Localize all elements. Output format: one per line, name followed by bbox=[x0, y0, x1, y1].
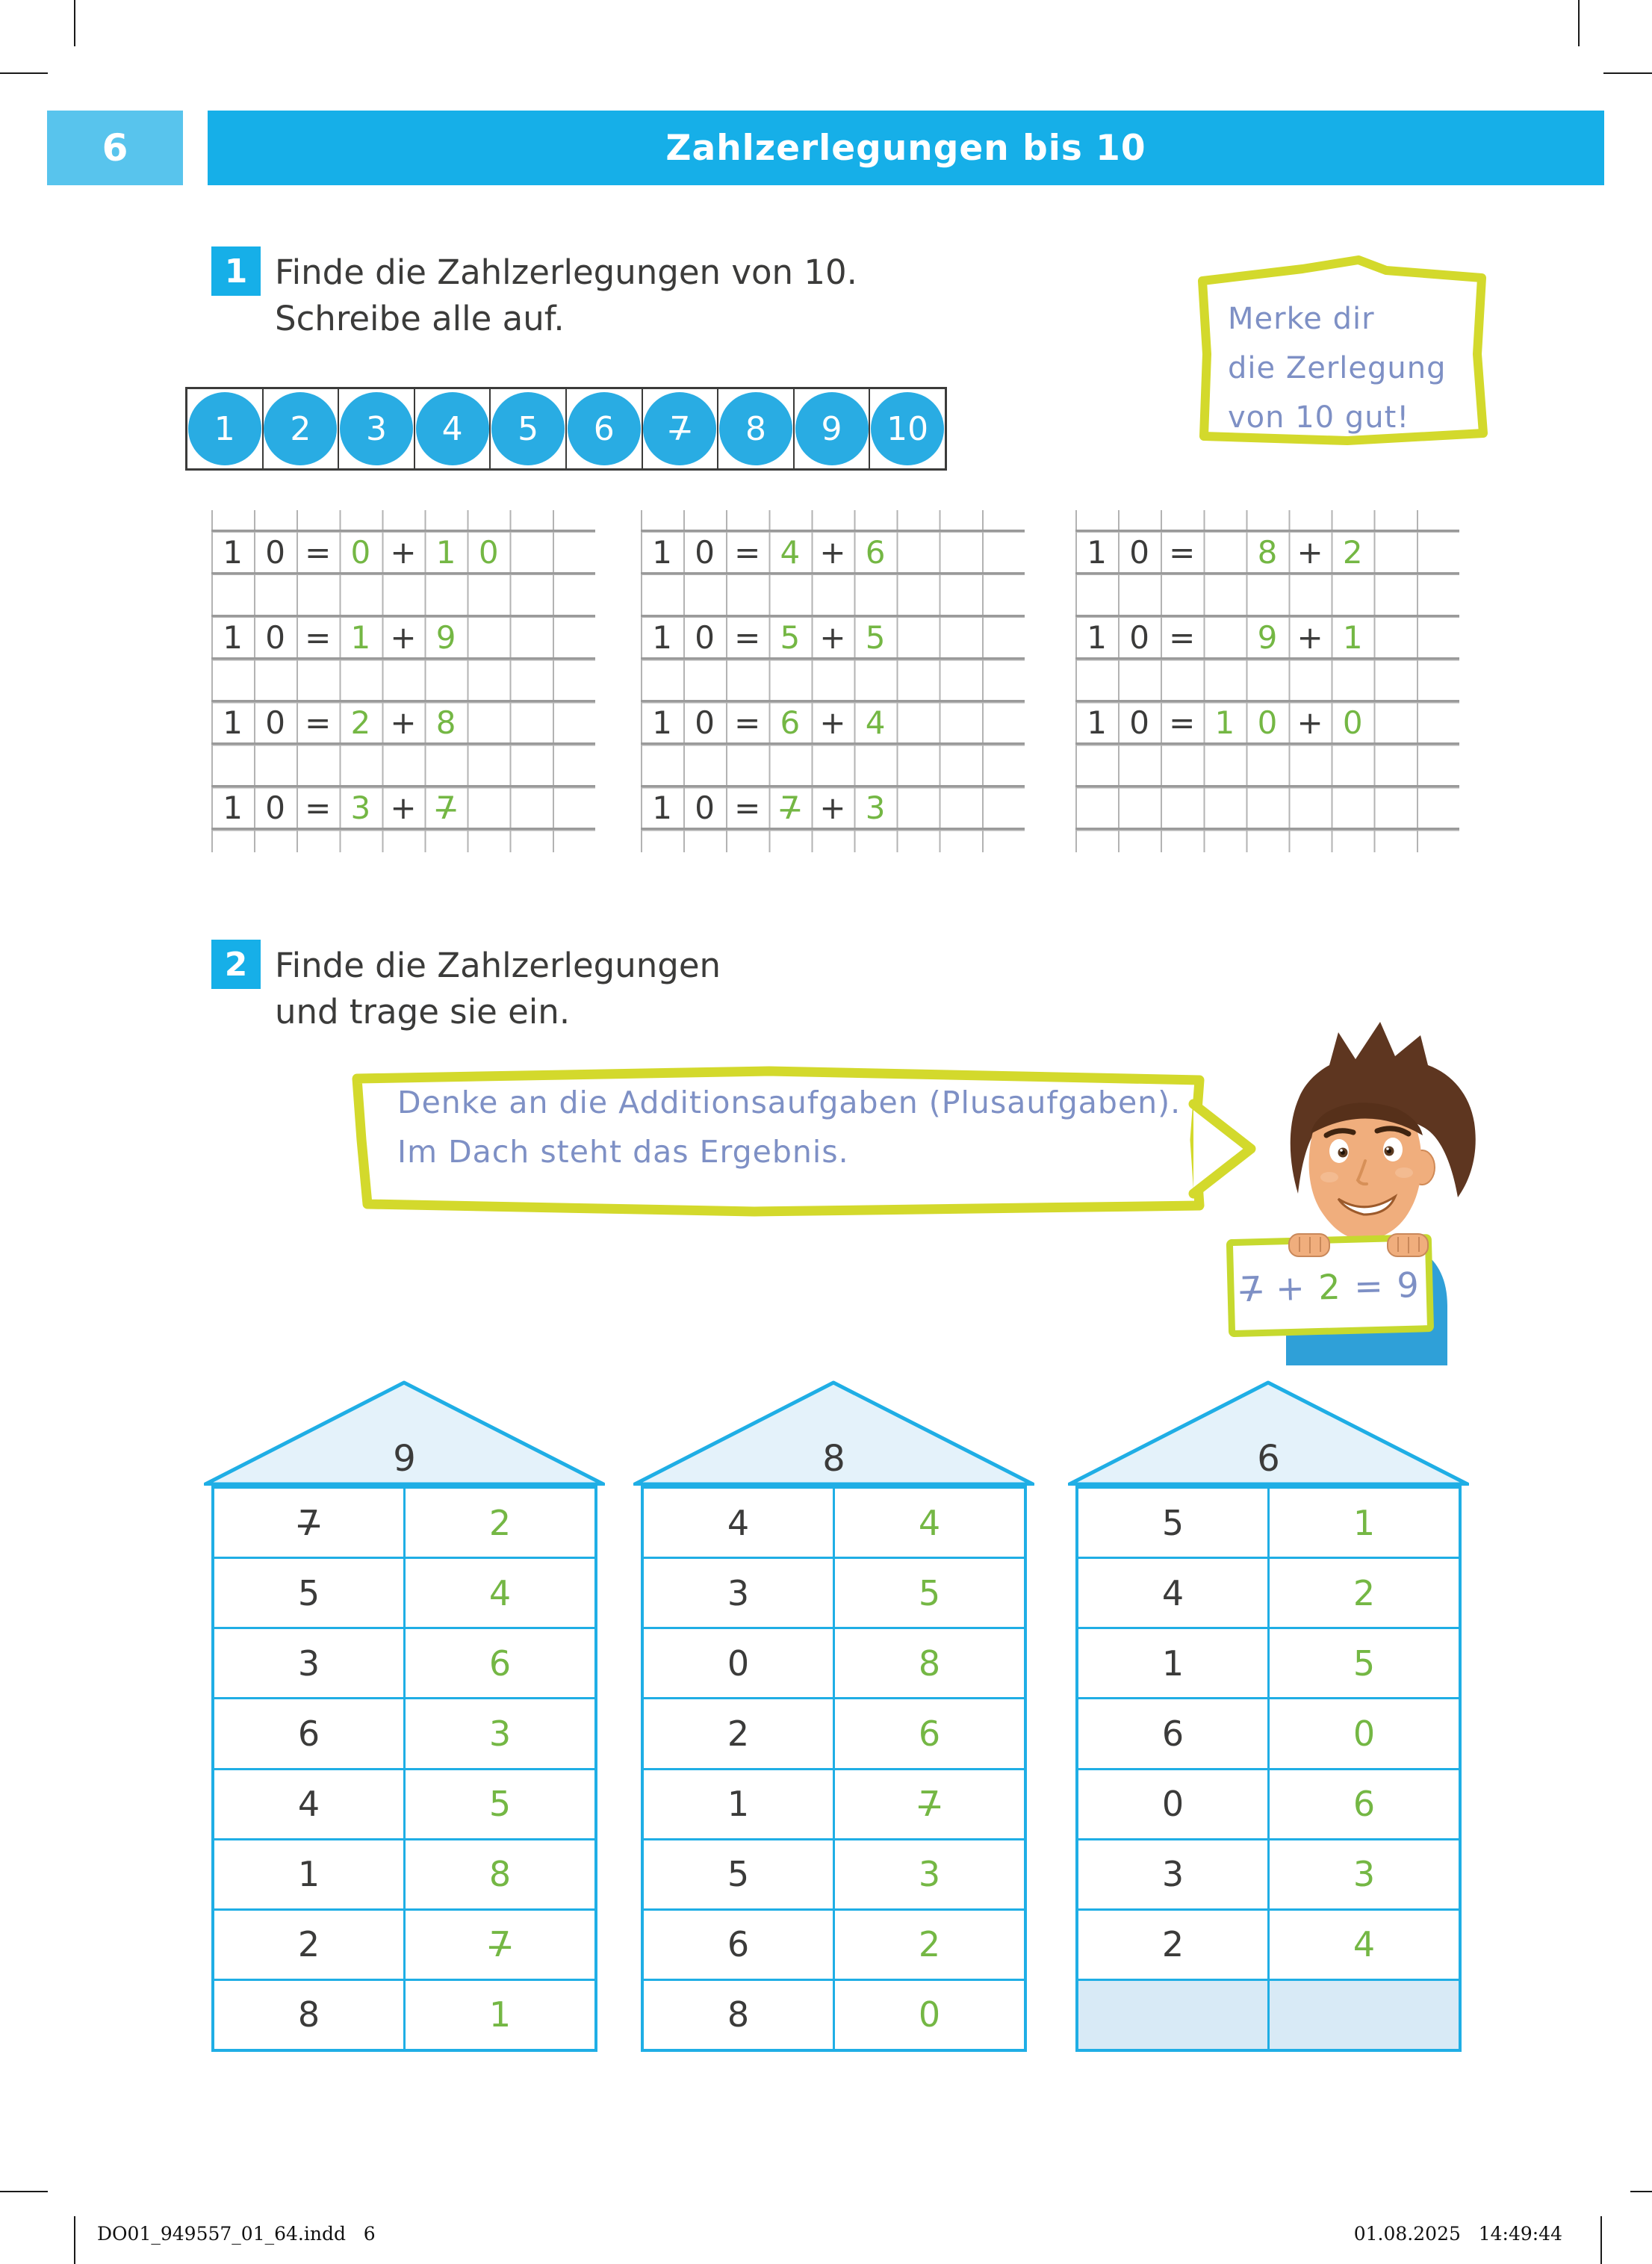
equation-cell bbox=[897, 531, 940, 574]
card-equation: 7̶ + 2 = 9 bbox=[1239, 1264, 1421, 1310]
house-cell-left: 2 bbox=[297, 1924, 320, 1965]
equation-cell bbox=[510, 701, 553, 744]
equation-cell bbox=[1075, 787, 1118, 829]
house-cell-right: 5 bbox=[833, 1559, 1024, 1627]
equation-cell: 7̶ bbox=[780, 790, 801, 826]
house-cell-left: 4 bbox=[727, 1502, 750, 1543]
house-row bbox=[644, 1627, 1024, 1697]
equation-cell bbox=[1374, 616, 1417, 659]
equation-cell bbox=[1374, 531, 1417, 574]
house-row bbox=[644, 1697, 1024, 1767]
boy-illustration bbox=[1217, 1014, 1516, 1365]
equation-block bbox=[641, 510, 1025, 852]
equation-row bbox=[641, 787, 1025, 829]
equation-row bbox=[1075, 787, 1459, 829]
crop-mark bbox=[1603, 72, 1652, 74]
house-row bbox=[1078, 1489, 1459, 1557]
equation-cell bbox=[1374, 787, 1417, 829]
equation-cell bbox=[982, 616, 1025, 659]
hint-line2: die Zerlegung bbox=[1228, 351, 1447, 385]
equation-cell bbox=[468, 616, 510, 659]
equation-cell: + bbox=[1297, 534, 1323, 571]
house-cell-left: 8 bbox=[727, 1994, 750, 2035]
bubble-line2: Im Dach steht das Ergebnis. bbox=[397, 1134, 849, 1170]
house-cell-left: 4 bbox=[297, 1784, 320, 1825]
equation-cell: 0 bbox=[695, 619, 715, 656]
equation-cell bbox=[982, 701, 1025, 744]
house bbox=[211, 1380, 597, 2052]
house-cell-right: 5 bbox=[1267, 1629, 1459, 1697]
equation-cell: 3 bbox=[865, 790, 886, 826]
equation-cell: = bbox=[734, 619, 761, 656]
house-cell-left: 0 bbox=[727, 1643, 750, 1684]
page-title: Zahlzerlegungen bis 10 bbox=[665, 127, 1146, 169]
equation-cell: 0 bbox=[265, 704, 286, 741]
equation-cell: + bbox=[390, 534, 417, 571]
boy-drawing bbox=[1217, 1014, 1516, 1365]
equation-cell bbox=[1203, 787, 1246, 829]
equation-cell: = bbox=[1169, 704, 1196, 741]
task2-line2: und trage sie ein. bbox=[275, 992, 571, 1032]
equation-cell: = bbox=[1169, 534, 1196, 571]
house-cell-left bbox=[1078, 1981, 1267, 2049]
crop-mark bbox=[0, 2191, 48, 2192]
house-table bbox=[641, 1486, 1027, 2052]
equation-cell: 4 bbox=[865, 704, 886, 741]
house-row bbox=[214, 1908, 594, 1979]
house-row bbox=[644, 1557, 1024, 1627]
equation-cell bbox=[468, 701, 510, 744]
equation-cell bbox=[510, 616, 553, 659]
speech-bubble bbox=[351, 1052, 1270, 1224]
equation-cell: 0 bbox=[695, 790, 715, 826]
house-cell-left: 4 bbox=[1161, 1572, 1184, 1613]
equation-cell: 0 bbox=[1129, 619, 1150, 656]
equation-cell: + bbox=[390, 619, 417, 656]
house-cell-left: 5 bbox=[727, 1854, 750, 1895]
house-cell-left: 1 bbox=[1161, 1643, 1184, 1684]
equation-row bbox=[641, 701, 1025, 744]
number-circle: 2 bbox=[264, 392, 337, 465]
number-band-cell bbox=[187, 389, 262, 468]
equation-row bbox=[1075, 616, 1459, 659]
task1-number: 1 bbox=[224, 252, 248, 291]
house-row bbox=[214, 1557, 594, 1627]
equation-cell bbox=[553, 616, 595, 659]
equation-cell bbox=[510, 531, 553, 574]
equation-cell bbox=[897, 616, 940, 659]
equation-cell bbox=[897, 787, 940, 829]
number-band-cell bbox=[642, 389, 718, 468]
header-bar bbox=[208, 111, 1604, 185]
house-cell-right: 6 bbox=[1267, 1770, 1459, 1838]
task2-number: 2 bbox=[224, 945, 248, 984]
house-cell-right: 7̶ bbox=[833, 1770, 1024, 1838]
crop-mark bbox=[1600, 2216, 1602, 2264]
equation-cell: = bbox=[734, 790, 761, 826]
equation-row bbox=[211, 787, 595, 829]
equation-cell: 1 bbox=[350, 619, 371, 656]
house-row bbox=[1078, 1557, 1459, 1627]
equation-cell bbox=[1289, 787, 1332, 829]
number-circle: 10 bbox=[871, 392, 944, 465]
house-cell-left: 5 bbox=[1161, 1502, 1184, 1543]
house-cell-right: 2 bbox=[1267, 1559, 1459, 1627]
house-cell-right: 4 bbox=[1267, 1911, 1459, 1979]
house-cell-right: 6 bbox=[403, 1629, 594, 1697]
house-row bbox=[1078, 1768, 1459, 1838]
house-row bbox=[644, 1489, 1024, 1557]
equation-cell: 2 bbox=[1342, 534, 1363, 571]
equation-cell bbox=[940, 616, 982, 659]
house bbox=[641, 1380, 1027, 2052]
house-cell-left: 2 bbox=[727, 1713, 750, 1754]
equation-block bbox=[1075, 510, 1459, 852]
task2-text bbox=[275, 943, 721, 1035]
equation-cell: + bbox=[390, 790, 417, 826]
equation-cell: 1 bbox=[435, 534, 456, 571]
number-band-cell bbox=[869, 389, 945, 468]
equation-cell: 8 bbox=[435, 704, 456, 741]
equation-row bbox=[211, 616, 595, 659]
number-circle: 5 bbox=[491, 392, 565, 465]
number-band-cell bbox=[565, 389, 642, 468]
number-circle: 7̶ bbox=[643, 392, 716, 465]
number-circle: 9 bbox=[795, 392, 869, 465]
crop-mark bbox=[1630, 2191, 1652, 2192]
equation-cell: 9 bbox=[435, 619, 456, 656]
equation-cell: 1 bbox=[223, 790, 243, 826]
equation-cell bbox=[940, 531, 982, 574]
footer-timestamp: 01.08.2025 14:49:44 bbox=[1353, 2223, 1562, 2245]
equation-cell bbox=[1417, 616, 1459, 659]
equation-cell: 0 bbox=[1129, 534, 1150, 571]
hint-box bbox=[1190, 255, 1492, 454]
house-row bbox=[1078, 1979, 1459, 2049]
equation-cell bbox=[1118, 787, 1161, 829]
equation-cell: 1 bbox=[1087, 619, 1107, 656]
equation-cell: = bbox=[734, 534, 761, 571]
equation-cell bbox=[982, 787, 1025, 829]
equation-cell: 0 bbox=[1129, 704, 1150, 741]
task2-line1: Finde die Zahlzerlegungen bbox=[275, 946, 721, 985]
house-cell-right: 3 bbox=[403, 1699, 594, 1767]
equation-cell: = bbox=[305, 704, 332, 741]
task1-line2: Schreibe alle auf. bbox=[275, 299, 565, 338]
task1-text bbox=[275, 249, 857, 342]
equation-cell bbox=[1374, 701, 1417, 744]
crop-mark bbox=[74, 0, 75, 46]
equation-cell bbox=[1203, 531, 1246, 574]
house-cell-left: 8 bbox=[297, 1994, 320, 2035]
equation-cell bbox=[940, 701, 982, 744]
number-band-cell bbox=[262, 389, 338, 468]
equation-block bbox=[211, 510, 595, 852]
equation-cell: 6 bbox=[865, 534, 886, 571]
number-band-cell bbox=[414, 389, 490, 468]
house-row bbox=[644, 1768, 1024, 1838]
house-cell-right: 1 bbox=[1267, 1489, 1459, 1557]
house-row bbox=[1078, 1908, 1459, 1979]
equation-row bbox=[641, 531, 1025, 574]
house-row bbox=[1078, 1627, 1459, 1697]
equation-cell: 0 bbox=[695, 704, 715, 741]
house-cell-left: 7̶ bbox=[297, 1502, 320, 1543]
equation-cell: 5 bbox=[865, 619, 886, 656]
house-cell-left: 6 bbox=[1161, 1713, 1184, 1754]
house-row bbox=[1078, 1838, 1459, 1908]
equation-cell: 1 bbox=[1214, 704, 1235, 741]
equation-cell bbox=[897, 701, 940, 744]
equation-cell: 1 bbox=[1087, 534, 1107, 571]
house-row bbox=[644, 1908, 1024, 1979]
equation-cell: 1 bbox=[1087, 704, 1107, 741]
equation-cell: 1 bbox=[223, 619, 243, 656]
equation-cell bbox=[510, 787, 553, 829]
equation-row bbox=[641, 616, 1025, 659]
equation-cell: 1 bbox=[223, 534, 243, 571]
equation-cell bbox=[1161, 787, 1203, 829]
equation-cell: + bbox=[819, 790, 846, 826]
number-band-cell bbox=[717, 389, 793, 468]
equation-cell bbox=[553, 787, 595, 829]
house-cell-left: 1 bbox=[727, 1784, 750, 1825]
equation-cell bbox=[1417, 531, 1459, 574]
equation-cell bbox=[1332, 787, 1374, 829]
equation-cell: = bbox=[305, 790, 332, 826]
house-cell-right: 8 bbox=[833, 1629, 1024, 1697]
equation-cell: 0 bbox=[695, 534, 715, 571]
equation-cell: + bbox=[1297, 704, 1323, 741]
equation-cell: 6 bbox=[780, 704, 801, 741]
equation-cell bbox=[1417, 701, 1459, 744]
house-cell-left: 5 bbox=[297, 1572, 320, 1613]
house-row bbox=[1078, 1697, 1459, 1767]
house-cell-right: 2 bbox=[833, 1911, 1024, 1979]
bubble-line1: Denke an die Additionsaufgaben (Plusaufgaben). bbox=[397, 1085, 1181, 1120]
house-row bbox=[214, 1489, 594, 1557]
equation-cell: = bbox=[1169, 619, 1196, 656]
equation-row bbox=[211, 531, 595, 574]
equation-cell: + bbox=[1297, 619, 1323, 656]
house-cell-left: 0 bbox=[1161, 1784, 1184, 1825]
equation-cell bbox=[553, 531, 595, 574]
equation-cell: 0 bbox=[1342, 704, 1363, 741]
number-band-cell bbox=[338, 389, 414, 468]
house-cell-left: 3 bbox=[297, 1643, 320, 1684]
hint-line3: von 10 gut! bbox=[1228, 400, 1410, 435]
house-cell-right: 5 bbox=[403, 1770, 594, 1838]
equation-cell bbox=[553, 701, 595, 744]
equation-cell bbox=[982, 531, 1025, 574]
page-number-box bbox=[47, 111, 183, 185]
number-circle: 6 bbox=[568, 392, 641, 465]
house-cell-left: 6 bbox=[727, 1924, 750, 1965]
roof-number: 6 bbox=[1257, 1438, 1280, 1480]
equation-cell: 1 bbox=[652, 534, 672, 571]
equation-cell: = bbox=[305, 619, 332, 656]
house-table bbox=[211, 1486, 597, 2052]
house-cell-right: 1 bbox=[403, 1981, 594, 2049]
equation-cell bbox=[1417, 787, 1459, 829]
number-circle: 8 bbox=[719, 392, 792, 465]
number-band-cell bbox=[489, 389, 565, 468]
equation-cell: + bbox=[819, 534, 846, 571]
equation-cell: + bbox=[819, 704, 846, 741]
house-cell-right: 3 bbox=[833, 1840, 1024, 1908]
equation-cell bbox=[468, 787, 510, 829]
roof-number: 8 bbox=[822, 1438, 845, 1480]
house-cell-right: 4 bbox=[833, 1489, 1024, 1557]
equation-cell: 1 bbox=[1342, 619, 1363, 656]
equation-cell bbox=[940, 787, 982, 829]
house-cell-left: 6 bbox=[297, 1713, 320, 1754]
equation-cell: 5 bbox=[780, 619, 801, 656]
house bbox=[1075, 1380, 1462, 2052]
roof-number: 9 bbox=[393, 1438, 416, 1480]
footer-filename: DO01_949557_01_64.indd 6 bbox=[97, 2223, 376, 2245]
equation-cell: 1 bbox=[223, 704, 243, 741]
equation-row bbox=[1075, 531, 1459, 574]
equation-cell: 0 bbox=[350, 534, 371, 571]
house-row bbox=[214, 1697, 594, 1767]
number-band-cell bbox=[793, 389, 869, 468]
house-cell-left: 2 bbox=[1161, 1924, 1184, 1965]
equation-cell: 0 bbox=[265, 534, 286, 571]
equation-row bbox=[1075, 701, 1459, 744]
house-row bbox=[214, 1979, 594, 2049]
task1-line1: Finde die Zahlzerlegungen von 10. bbox=[275, 252, 857, 292]
house-cell-right: 2 bbox=[403, 1489, 594, 1557]
house-cell-left: 3 bbox=[1161, 1854, 1184, 1895]
house-cell-right: 4 bbox=[403, 1559, 594, 1627]
house-cell-right bbox=[1267, 1981, 1459, 2049]
house-row bbox=[644, 1838, 1024, 1908]
house-cell-right: 8 bbox=[403, 1840, 594, 1908]
house-row bbox=[644, 1979, 1024, 2049]
number-circle: 4 bbox=[416, 392, 489, 465]
number-circle: 3 bbox=[340, 392, 413, 465]
house-cell-left: 1 bbox=[297, 1854, 320, 1895]
house-cell-left: 3 bbox=[727, 1572, 750, 1613]
equation-cell: 1 bbox=[652, 704, 672, 741]
equation-cell: 0 bbox=[478, 534, 499, 571]
equation-cell: 3 bbox=[350, 790, 371, 826]
equation-cell bbox=[1203, 616, 1246, 659]
house-cell-right: 6 bbox=[833, 1699, 1024, 1767]
equation-row bbox=[211, 701, 595, 744]
equation-cell: 1 bbox=[652, 619, 672, 656]
house-cell-right: 7̶ bbox=[403, 1911, 594, 1979]
equation-cell: = bbox=[305, 534, 332, 571]
equation-cell: 7̶ bbox=[435, 790, 456, 826]
equation-cell: + bbox=[819, 619, 846, 656]
house-cell-right: 0 bbox=[1267, 1699, 1459, 1767]
equation-cell: + bbox=[390, 704, 417, 741]
equation-cell: 0 bbox=[1257, 704, 1278, 741]
task1-marker bbox=[211, 246, 261, 296]
crop-mark bbox=[74, 2216, 75, 2264]
equation-cell: 0 bbox=[265, 790, 286, 826]
hint-line1: Merke dir bbox=[1228, 302, 1375, 336]
equation-cell: 4 bbox=[780, 534, 801, 571]
house-row bbox=[214, 1627, 594, 1697]
equation-cell: = bbox=[734, 704, 761, 741]
number-circle: 1 bbox=[188, 392, 261, 465]
house-row bbox=[214, 1768, 594, 1838]
equation-cell bbox=[1246, 787, 1288, 829]
equation-cell: 1 bbox=[652, 790, 672, 826]
house-cell-right: 3 bbox=[1267, 1840, 1459, 1908]
house-row bbox=[214, 1838, 594, 1908]
equation-cell: 0 bbox=[265, 619, 286, 656]
page-number: 6 bbox=[102, 126, 128, 170]
crop-mark bbox=[1578, 0, 1580, 46]
equation-cell: 8 bbox=[1257, 534, 1278, 571]
number-band bbox=[185, 387, 947, 471]
equation-cell: 2 bbox=[350, 704, 371, 741]
house-table bbox=[1075, 1486, 1462, 2052]
crop-mark bbox=[0, 72, 48, 74]
house-cell-right: 0 bbox=[833, 1981, 1024, 2049]
equation-cell: 9 bbox=[1257, 619, 1278, 656]
task2-marker bbox=[211, 940, 261, 989]
